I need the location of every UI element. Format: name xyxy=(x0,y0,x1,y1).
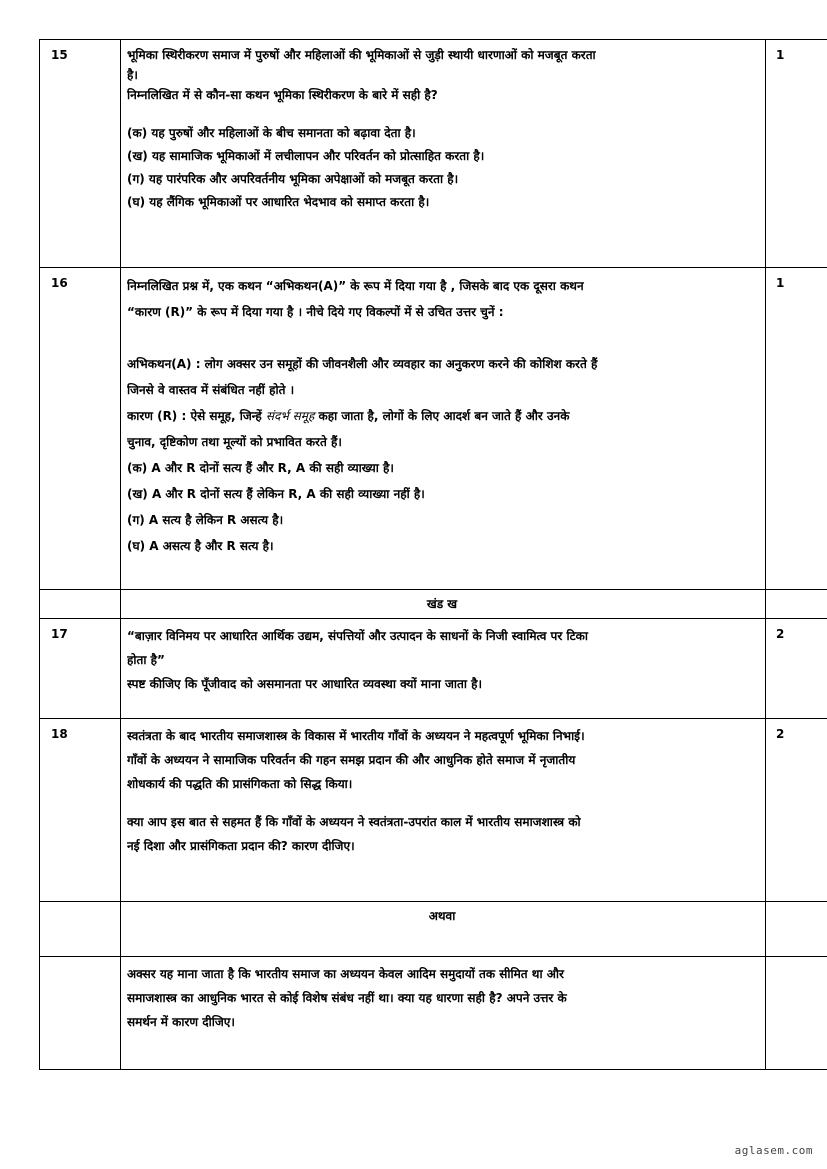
spacer xyxy=(127,105,757,122)
option-text: (क) यह पुरुषों और महिलाओं के बीच समानता को बढ़ावा देता है। xyxy=(127,126,416,140)
question-text: है। xyxy=(127,68,138,82)
reason-term: संदर्भ समूह xyxy=(265,409,315,423)
or-row xyxy=(40,902,827,957)
empty-cell xyxy=(766,957,827,1070)
question-text: स्पष्ट कीजिए कि पूँजीवाद को असमानता पर आधारित व्यवस्था क्यों माना जाता है। xyxy=(127,677,483,691)
question-text: नई दिशा और प्रासंगिकता प्रदान की? कारण दीजिए। xyxy=(127,839,355,853)
question-text: समाजशास्त्र का आधुनिक भारत से कोई विशेष संबंध नहीं था। क्या यह धारणा सही है? अपने उत्तर के xyxy=(127,991,567,1005)
spacer xyxy=(127,796,757,810)
spacer xyxy=(127,325,757,351)
empty-cell xyxy=(40,590,121,619)
quote-text: होता है” xyxy=(127,653,165,667)
question-body xyxy=(121,619,766,719)
question-number: 17 xyxy=(40,619,121,719)
option-text: (क) A और R दोनों सत्य हैं और R, A की सही व्याख्या है। xyxy=(127,461,394,475)
question-row-16 xyxy=(40,268,827,590)
context-text: गाँवों के अध्ययन ने सामाजिक परिवर्तन की गहन समझ प्रदान की और आधुनिक होते समाज में नृजातीय xyxy=(127,753,576,767)
option-text: (ग) A सत्य है लेकिन R असत्य है। xyxy=(127,513,284,527)
option-text: (ग) यह पारंपरिक और अपरिवर्तनीय भूमिका अपेक्षाओं को मजबूत करता है। xyxy=(127,172,459,186)
empty-cell xyxy=(40,957,121,1070)
question-marks: 1 xyxy=(766,268,827,590)
empty-cell xyxy=(766,902,827,957)
question-number: 18 xyxy=(40,719,121,902)
question-text: अक्सर यह माना जाता है कि भारतीय समाज का अध्ययन केवल आदिम समुदायों तक सीमित था और xyxy=(127,967,564,981)
question-row-17 xyxy=(40,619,827,719)
question-text: समर्थन में कारण दीजिए। xyxy=(127,1015,235,1029)
question-text: भूमिका स्थिरीकरण समाज में पुरुषों और महिलाओं की भूमिकाओं से जुड़ी स्थायी धारणाओं को मजबूत करता xyxy=(127,48,596,62)
option-text: (घ) यह लैंगिक भूमिकाओं पर आधारित भेदभाव को समाप्त करता है। xyxy=(127,195,430,209)
question-number: 15 xyxy=(40,40,121,268)
quote-text: “बाज़ार विनिमय पर आधारित आर्थिक उद्यम, संपत्तियों और उत्पादन के साधनों के निजी स्वामित्व पर टिका xyxy=(127,629,588,643)
reason-text xyxy=(127,403,757,429)
question-row-15 xyxy=(40,40,827,268)
instruction-text: “कारण (R)” के रूप में दिया गया है । नीचे दिये गए विकल्पों में से उचित उत्तर चुनें : xyxy=(127,305,504,319)
reason-suffix: कहा जाता है, लोगों के लिए आदर्श बन जाते हैं और उनके xyxy=(314,409,570,423)
context-text: शोधकार्य की पद्धति की प्रासंगिकता को सिद्ध किया। xyxy=(127,777,353,791)
question-body xyxy=(121,268,766,590)
question-marks: 2 xyxy=(766,619,827,719)
option-text: (ख) A और R दोनों सत्य हैं लेकिन R, A की सही व्याख्या नहीं है। xyxy=(127,487,425,501)
question-table xyxy=(39,39,827,1070)
question-number: 16 xyxy=(40,268,121,590)
question-row-18-alt xyxy=(40,957,827,1070)
question-body xyxy=(121,957,766,1070)
section-title: खंड ख xyxy=(121,590,766,619)
reason-text: चुनाव, दृष्टिकोण तथा मूल्यों को प्रभावित करते हैं। xyxy=(127,435,342,449)
option-text: (ख) यह सामाजिक भूमिकाओं में लचीलापन और परिवर्तन को प्रोत्साहित करता है। xyxy=(127,149,485,163)
assertion-text: अभिकथन(A) : लोग अक्सर उन समूहों की जीवनशैली और व्यवहार का अनुकरण करने की कोशिश करते हैं xyxy=(127,357,598,371)
empty-cell xyxy=(766,590,827,619)
question-marks: 1 xyxy=(766,40,827,268)
reason-prefix: कारण (R) : ऐसे समूह, जिन्हें xyxy=(127,409,266,423)
question-body xyxy=(121,719,766,902)
option-text: (घ) A असत्य है और R सत्य है। xyxy=(127,539,274,553)
section-header-row xyxy=(40,590,827,619)
or-label: अथवा xyxy=(121,902,766,957)
question-body xyxy=(121,40,766,268)
context-text: स्वतंत्रता के बाद भारतीय समाजशास्त्र के विकास में भारतीय गाँवों के अध्ययन ने महत्वपूर्ण भूमिका निभाई। xyxy=(127,729,585,743)
question-text: क्या आप इस बात से सहमत हैं कि गाँवों के अध्ययन ने स्वतंत्रता-उपरांत काल में भारतीय समाजशास्त्र को xyxy=(127,815,581,829)
question-text: निम्नलिखित में से कौन-सा कथन भूमिका स्थिरीकरण के बारे में सही है? xyxy=(127,88,438,102)
instruction-text: निम्नलिखित प्रश्न में, एक कथन “अभिकथन(A)” के रूप में दिया गया है , जिसके बाद एक दूसरा कथन xyxy=(127,279,584,293)
assertion-text: जिनसे वे वास्तव में संबंधित नहीं होते । xyxy=(127,383,295,397)
empty-cell xyxy=(40,902,121,957)
question-marks: 2 xyxy=(766,719,827,902)
question-row-18 xyxy=(40,719,827,902)
watermark-footer: aglasem.com xyxy=(734,1144,813,1157)
